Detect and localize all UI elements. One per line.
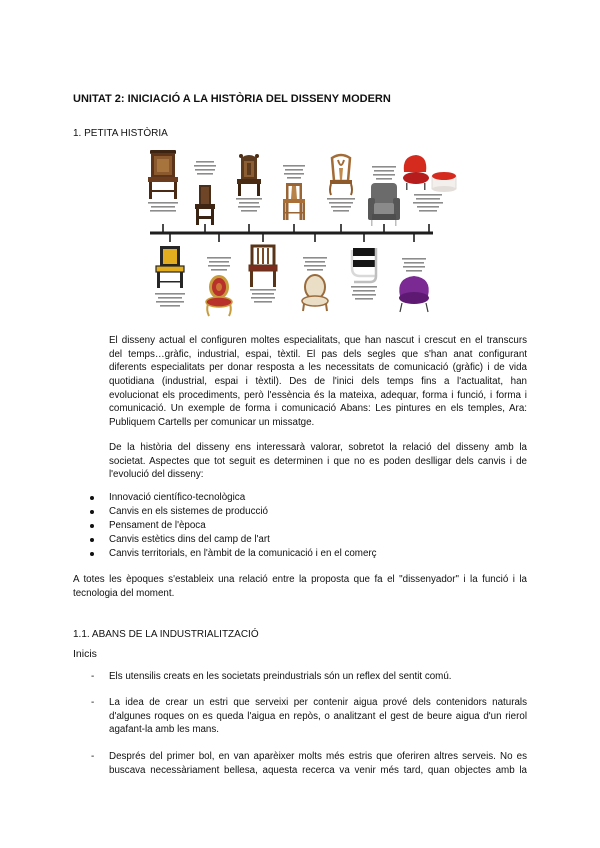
leather-armchair-illustration — [368, 183, 400, 226]
list-item-text: Canvis en els sistemes de producció — [109, 506, 269, 517]
list-item-text: Innovació científico-tecnològica — [109, 492, 246, 503]
chair-caption — [155, 293, 185, 307]
carved-chair-illustration — [237, 154, 261, 196]
list-marker: - — [91, 751, 95, 762]
design-society-paragraph — [109, 441, 527, 482]
relation-paragraph — [73, 573, 527, 600]
text-line: l'evolució del disseny: — [109, 469, 204, 481]
list-item — [0, 519, 600, 533]
furniture-history-timeline — [140, 145, 470, 325]
chair-caption — [413, 194, 443, 212]
text-line: d'algunes roques on es queda l'aigua en repòs, o analitzant el gest de beure aigua d'un rierol — [109, 710, 527, 722]
text-line: comunicació. Un exemple de forma i comunicació Abans: Les pintures en els temples, Ara: — [109, 403, 527, 415]
subsection-heading: 1.1. ABANS DE LA INDUSTRIALITZACIÓ — [73, 629, 259, 640]
text-line: agafant-la amb les mans. — [109, 724, 219, 736]
chair-caption — [372, 166, 396, 180]
bullet-icon — [90, 524, 95, 529]
chair-caption — [194, 161, 216, 175]
list-item — [0, 505, 600, 519]
bullet-icon — [90, 510, 95, 515]
list-item-text: Canvis estètics dins del camp de l'art — [109, 534, 270, 545]
section-heading: 1. PETITA HISTÒRIA — [73, 128, 168, 139]
list-marker: - — [91, 671, 95, 682]
timeline-tick — [218, 234, 220, 242]
list-item-text — [109, 750, 527, 777]
spindle-back-chair-illustration — [283, 183, 305, 220]
timeline-tick — [363, 234, 365, 242]
bauhaus-chair-illustration — [352, 248, 377, 282]
timeline-tick — [293, 224, 295, 232]
chair-caption — [283, 165, 305, 179]
text-line: quotidiana (industrial, espai i tèxtil). Des de l'inici dels temps fins a l'actualitat, han — [109, 376, 527, 388]
bullet-icon — [90, 552, 95, 557]
list-item — [0, 491, 600, 505]
subsection-subheading: Inicis — [73, 648, 97, 660]
text-line: El disseny actual el configuren moltes especialitats, que han nascut i crescut en el transcurs — [109, 335, 527, 346]
document-title: UNITAT 2: INICIACIÓ A LA HISTÒRIA DEL DISSENY MODERN — [73, 93, 391, 105]
text-line: De la història del disseny ens interessarà valorar, sobretot la relació del disseny amb la — [109, 442, 527, 453]
cream-upholstered-chair-illustration — [302, 275, 328, 311]
chair-caption — [402, 258, 426, 272]
red-upholstered-chair-illustration — [206, 275, 232, 316]
list-item-text — [109, 670, 527, 684]
text-line: A totes les èpoques s'estableix una relació entre la proposta que fa el "dissenyador" i la funció i la — [73, 574, 527, 585]
list-marker: - — [91, 697, 95, 708]
timeline-tick — [314, 234, 316, 242]
text-line: diferents especialitats per donar resposta a les necessitats de comunicació (gràfic) i de vida — [109, 362, 527, 374]
list-item-text: Pensament de l'època — [109, 520, 206, 531]
intro-paragraph — [109, 334, 527, 430]
red-contemporary-chair-illustration — [403, 155, 456, 192]
list-item-text: Canvis territorials, en l'àmbit de la comunicació i en el comerç — [109, 548, 377, 559]
art-nouveau-chair-illustration — [330, 155, 352, 195]
text-line: Després del primer bol, en van aparèixer molts més estris que oferiren altres serveis. No es — [109, 751, 527, 762]
text-line: buscava necessàriament bellesa, aquesta recerca va venir més tard, quan objectes amb la — [109, 764, 527, 776]
text-line: La idea de crear un estri que serveixi per contenir aigua prové dels contenidors naturals — [109, 697, 527, 708]
list-item-text — [109, 696, 527, 737]
bullet-icon — [90, 496, 95, 501]
timeline-tick — [204, 224, 206, 232]
timeline-tick — [428, 224, 430, 232]
text-line: tecnologia del moment. — [73, 587, 175, 599]
timeline-tick — [169, 234, 171, 242]
timeline-tick — [413, 234, 415, 242]
timeline-tick — [248, 224, 250, 232]
chair-caption — [236, 198, 262, 212]
text-line: Els utensilis creats en les societats preindustrials són un reflex del sentit comú. — [109, 671, 452, 682]
timeline-tick — [262, 234, 264, 242]
medieval-chair-illustration — [195, 185, 215, 225]
text-line: del temps…gràfic, industrial, espai, tèxtil. El pas dels segles que s'han anat configurant — [109, 348, 527, 360]
chair-caption — [250, 289, 276, 303]
timeline-tick — [162, 224, 164, 232]
chair-caption — [327, 198, 355, 212]
wooden-chair-illustration — [249, 246, 277, 287]
chair-caption — [148, 202, 178, 212]
list-item — [0, 547, 600, 561]
text-line: evolucionat els procediments, però l'essència és la mateixa, adequar, forma i funció, i forma i — [109, 389, 527, 401]
chair-caption — [207, 257, 231, 271]
list-item — [0, 533, 600, 547]
yellow-seat-chair-illustration — [156, 246, 184, 288]
timeline-tick — [383, 224, 385, 232]
chair-caption — [303, 257, 327, 271]
text-line: societat. Aspectes que tot seguit es determinen i que no es poden deslligar dels canvis i de — [109, 455, 527, 467]
timeline-axis — [150, 232, 433, 235]
egyptian-chair-illustration — [148, 150, 178, 199]
purple-modern-chair-illustration — [399, 276, 429, 312]
text-line: Publiquem Cartells per comunicar un missatge. — [109, 417, 315, 429]
timeline-tick — [340, 224, 342, 232]
bullet-icon — [90, 538, 95, 543]
chair-caption — [351, 286, 377, 300]
